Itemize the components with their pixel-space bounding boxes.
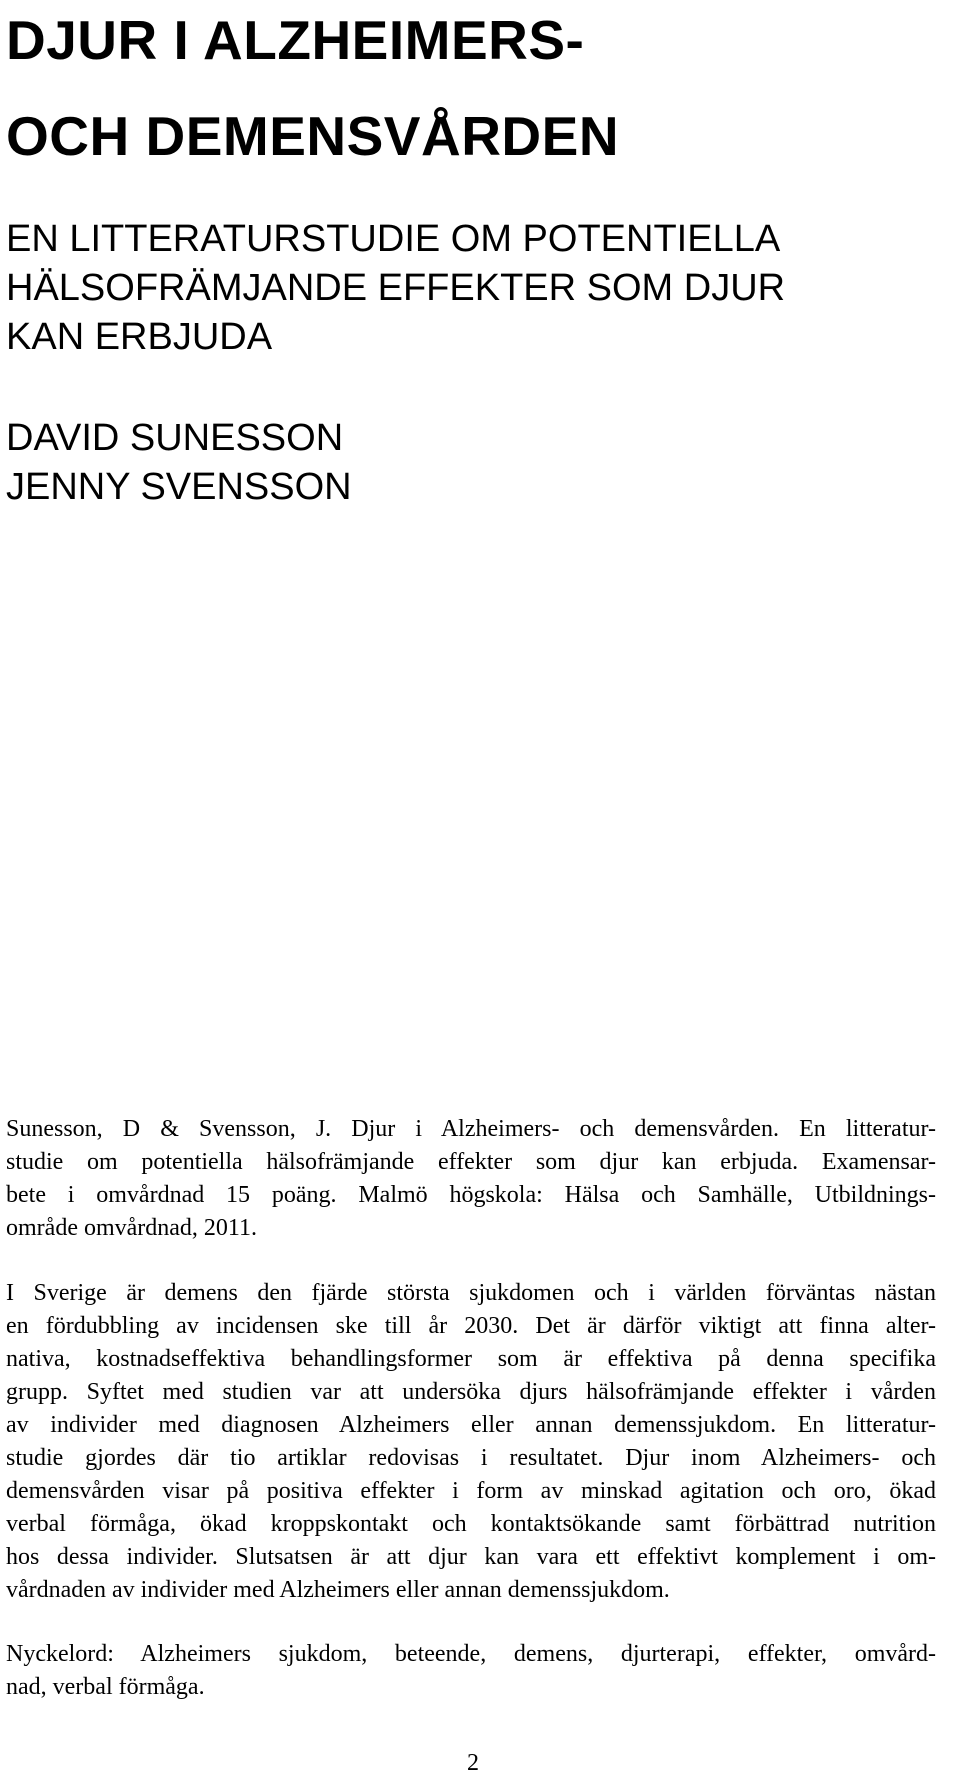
- abstract-line: I Sverige är demens den fjärde största sjukdomen och i världen förväntas nästan: [6, 1280, 936, 1306]
- keywords-line: Nyckelord: Alzheimers sjukdom, beteende, demens, djurterapi, effekter, omvård-: [6, 1641, 936, 1667]
- citation-line: område omvårdnad, 2011.: [6, 1215, 258, 1241]
- subtitle-line: HÄLSOFRÄMJANDE EFFEKTER SOM DJUR: [6, 267, 786, 309]
- abstract-line: av individer med diagnosen Alzheimers eller annan demenssjukdom. En litteratur-: [6, 1412, 936, 1438]
- abstract-line: grupp. Syftet med studien var att undersöka djurs hälsofrämjande effekter i vården: [6, 1379, 936, 1405]
- keywords-line: nad, verbal förmåga.: [6, 1674, 205, 1700]
- abstract-line: en fördubbling av incidensen ske till år 2030. Det är därför viktigt att finna alter-: [6, 1313, 936, 1339]
- abstract-line: hos dessa individer. Slutsatsen är att djur kan vara ett effektivt komplement i om-: [6, 1544, 936, 1570]
- author-name: JENNY SVENSSON: [6, 466, 352, 508]
- title-line: OCH DEMENSVÅRDEN: [6, 105, 620, 167]
- author-list: [6, 414, 352, 512]
- document-title: [6, 0, 619, 184]
- citation-paragraph: [6, 1113, 936, 1245]
- subtitle-line: EN LITTERATURSTUDIE OM POTENTIELLA: [6, 218, 781, 260]
- subtitle-line: KAN ERBJUDA: [6, 316, 273, 358]
- page-number: 2: [467, 1750, 479, 1776]
- abstract-paragraph: [6, 1277, 936, 1607]
- citation-line: studie om potentiella hälsofrämjande effekter som djur kan erbjuda. Examensar-: [6, 1149, 936, 1175]
- abstract-line: demensvården visar på positiva effekter i form av minskad agitation och oro, ökad: [6, 1478, 936, 1504]
- citation-line: bete i omvårdnad 15 poäng. Malmö högskola: Hälsa och Samhälle, Utbildnings-: [6, 1182, 936, 1208]
- abstract-line: vårdnaden av individer med Alzheimers eller annan demenssjukdom.: [6, 1577, 670, 1603]
- author-name: DAVID SUNESSON: [6, 417, 344, 459]
- abstract-line: verbal förmåga, ökad kroppskontakt och kontaktsökande samt förbättrad nutrition: [6, 1511, 936, 1537]
- title-line: DJUR I ALZHEIMERS-: [6, 9, 585, 71]
- abstract-line: studie gjordes där tio artiklar redovisas i resultatet. Djur inom Alzheimers- och: [6, 1445, 936, 1471]
- citation-line: Sunesson, D & Svensson, J. Djur i Alzheimers- och demensvården. En litteratur-: [6, 1116, 936, 1142]
- document-subtitle: [6, 215, 785, 362]
- keywords-paragraph: [6, 1638, 936, 1704]
- abstract-line: nativa, kostnadseffektiva behandlingsformer som är effektiva på denna specifika: [6, 1346, 936, 1372]
